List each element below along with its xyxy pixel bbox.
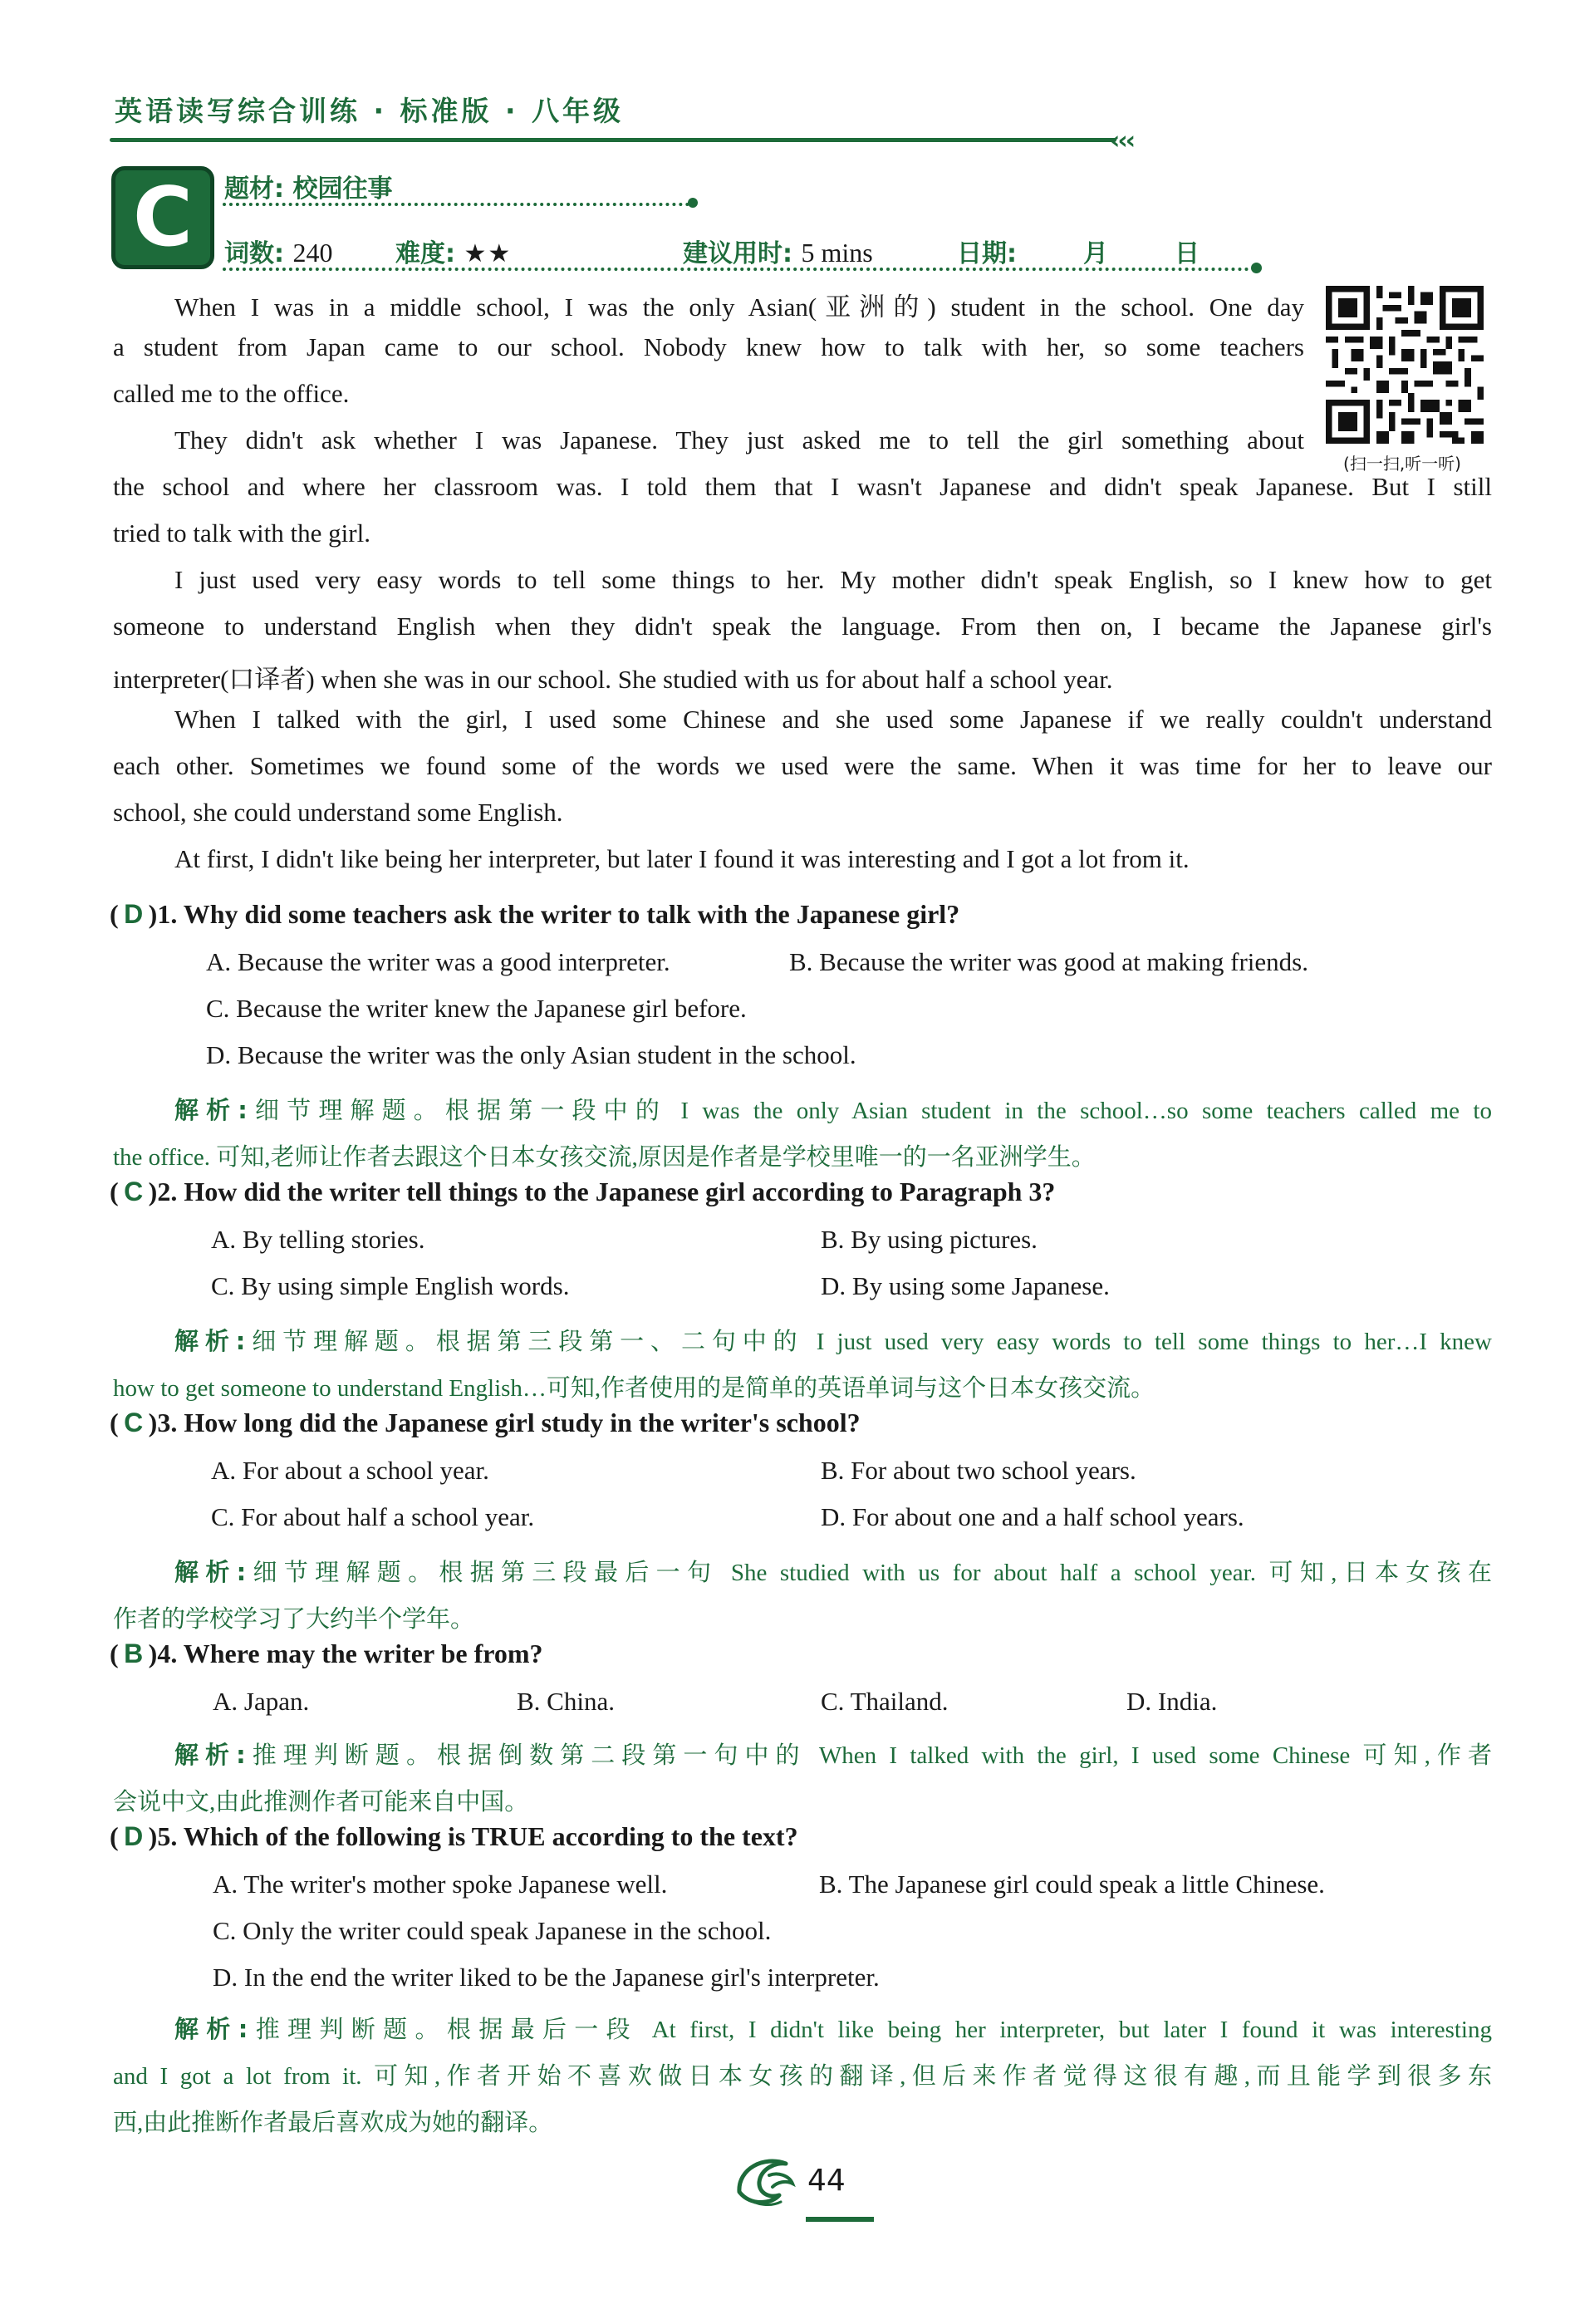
suggested-time-value: 5 mins [801,238,873,268]
dolphin-logo-icon [731,2150,807,2212]
passage-line: I just used very easy words to tell some things to her. My mother didn't speak English, so I knew how to get [174,565,1492,594]
q1-option-a: A. Because the writer was a good interpreter. [206,947,670,976]
section-letter-badge: C [111,166,214,269]
q3-explanation-line: 细节理解题。根据第三段最后一句 She studied with us for about half a school year. 可知,日本女孩在 [246,1560,1492,1586]
explanation-label: 解析: [174,2015,248,2043]
q2-option-b: B. By using pictures. [821,1225,1038,1254]
topic-value: 校园往事 [292,174,393,204]
qr-code-icon[interactable] [1326,286,1484,444]
answer-5[interactable]: D [124,1821,144,1851]
q3-option-d: D. For about one and a half school years. [821,1502,1244,1531]
q5-option-a: A. The writer's mother spoke Japanese well. [213,1870,668,1899]
q1-option-b: B. Because the writer was good at making friends. [789,947,1308,976]
q3-option-c: C. For about half a school year. [211,1502,535,1531]
q1-option-c: C. Because the writer knew the Japanese girl before. [206,994,747,1023]
book-title: 英语读写综合训练 · 标准版 · 八年级 [115,95,625,127]
q3-option-b: B. For about two school years. [821,1456,1136,1485]
q2-option-a: A. By telling stories. [211,1225,425,1254]
word-count-field [224,233,332,269]
topic-row [224,168,392,204]
info-dotted-rule [223,268,1256,271]
question-2-stem: 2. How did the writer tell things to the Japanese girl according to Paragraph 3? [157,1177,1056,1206]
passage-line: called me to the office. [113,379,350,408]
q3-option-a: A. For about a school year. [211,1456,489,1485]
difficulty-field [395,233,512,269]
q5-option-b: B. The Japanese girl could speak a little Chinese. [819,1870,1325,1899]
q3-explanation-line: 作者的学校学习了大约半个学年。 [113,1606,475,1633]
question-5: ( D )5. Which of the following is TRUE according to the text? [110,1821,798,1851]
passage-line: At first, I didn't like being her interpreter, but later I found it was interesting and I got a lot from it. [174,844,1190,873]
q4-option-d: D. India. [1126,1687,1218,1716]
suggested-time-label: 建议用时: [683,239,792,268]
question-4: ( B )4. Where may the writer be from? [110,1639,543,1668]
q2-explanation [174,1323,1492,1357]
passage-line: When I talked with the girl, I used some Chinese and she used some Japanese if we really couldn't understand [174,705,1492,734]
page-number: 44 [807,2164,846,2198]
q5-explanation-line: 西,由此推断作者最后喜欢成为她的翻译。 [113,2110,553,2136]
question-5-stem: 5. Which of the following is TRUE according to the text? [157,1821,798,1851]
difficulty-stars-icon: ★★ [464,239,513,268]
header-rule [110,138,1116,142]
q5-option-d: D. In the end the writer liked to be the Japanese girl's interpreter. [213,1963,880,1992]
explanation-label: 解析: [174,1741,246,1769]
word-count-label: 词数: [224,239,284,268]
q5-option-c: C. Only the writer could speak Japanese in the school. [213,1916,772,1945]
suggested-time-field [683,233,873,269]
header-arrows-icon: ‹‹‹ [1110,126,1134,155]
q5-explanation-line: 推理判断题。根据最后一段 At first, I didn't like being her interpreter, but later I found it was interesting [248,2017,1492,2043]
difficulty-label: 难度: [395,239,455,268]
question-3: ( C )3. How long did the Japanese girl study in the writer's school? [110,1408,861,1437]
passage-line: When I was in a middle school, I was the only Asian(亚洲的) student in the school. One day [174,292,1304,322]
q3-explanation [174,1554,1492,1588]
qr-caption: (扫一扫,听一听) [1343,454,1461,474]
passage-line: tried to talk with the girl. [113,518,370,548]
q2-explanation-line: 细节理解题。根据第三段第一、二句中的 I just used very easy words to tell some things to her…I knew [245,1329,1492,1355]
month-label: 月 [1083,239,1108,268]
q2-option-d: D. By using some Japanese. [821,1271,1110,1300]
q4-option-b: B. China. [517,1687,615,1716]
q4-explanation-line: 会说中文,由此推测作者可能来自中国。 [113,1789,529,1815]
passage-line: interpreter(口译者) when she was in our school. She studied with us for about half a school year. [113,665,1113,694]
question-2: ( C )2. How did the writer tell things to the Japanese girl according to Paragraph 3? [110,1177,1056,1206]
q1-explanation-line: 细节理解题。根据第一段中的 I was the only Asian student in the school…so some teachers called me to [247,1098,1492,1124]
q4-option-c: C. Thailand. [821,1687,949,1716]
explanation-label: 解析: [174,1327,246,1355]
question-3-stem: 3. How long did the Japanese girl study in the writer's school? [157,1408,861,1437]
answer-4[interactable]: B [124,1639,144,1668]
explanation-label: 解析: [174,1096,248,1124]
day-label: 日 [1175,239,1200,268]
info-rule-dot [1251,263,1262,273]
passage-line: a student from Japan came to our school. Nobody knew how to talk with her, so some teachers [113,332,1304,361]
passage-line: the school and where her classroom was. I told them that I wasn't Japanese and didn't speak Japanese. But I still [113,472,1492,501]
topic-rule-dot [688,198,698,208]
word-count-value: 240 [292,238,333,268]
q2-option-c: C. By using simple English words. [211,1271,570,1300]
q4-explanation [174,1737,1492,1771]
q4-explanation-line: 推理判断题。根据倒数第二段第一句中的 When I talked with the girl, I used some Chinese 可知,作者 [245,1742,1492,1769]
page-number-underline [806,2217,874,2222]
q5-explanation-line: and I got a lot from it. 可知,作者开始不喜欢做日本女孩的翻译,但后来作者觉得这很有趣,而且能学到很多东 [113,2063,1492,2090]
answer-2[interactable]: C [124,1177,144,1206]
passage-line: someone to understand English when they didn't speak the language. From then on, I became the Japanese girl's [113,612,1492,641]
q1-explanation [174,1092,1492,1126]
topic-label: 题材: [224,174,284,204]
question-1-stem: 1. Why did some teachers ask the writer to talk with the Japanese girl? [157,899,960,929]
topic-dotted-rule [223,203,696,206]
q5-explanation [174,2011,1492,2045]
answer-3[interactable]: C [124,1408,144,1437]
q4-option-a: A. Japan. [213,1687,310,1716]
date-label: 日期: [957,239,1017,268]
passage-line: They didn't ask whether I was Japanese. They just asked me to tell the girl something about [174,425,1304,454]
explanation-label: 解析: [174,1558,247,1586]
question-4-stem: 4. Where may the writer be from? [157,1639,543,1668]
q1-option-d: D. Because the writer was the only Asian student in the school. [206,1040,856,1069]
date-field [957,233,1017,269]
q2-explanation-line: how to get someone to understand English…可知,作者使用的是简单的英语单词与这个日本女孩交流。 [113,1375,1155,1402]
passage-line: school, she could understand some English. [113,798,563,827]
passage-line: each other. Sometimes we found some of the words we used were the same. When it was time for her to leave our [113,751,1492,780]
answer-1[interactable]: D [124,899,144,929]
q1-explanation-line: the office. 可知,老师让作者去跟这个日本女孩交流,原因是作者是学校里唯一的一名亚洲学生。 [113,1144,1096,1171]
question-1: ( D )1. Why did some teachers ask the writer to talk with the Japanese girl? [110,899,960,929]
